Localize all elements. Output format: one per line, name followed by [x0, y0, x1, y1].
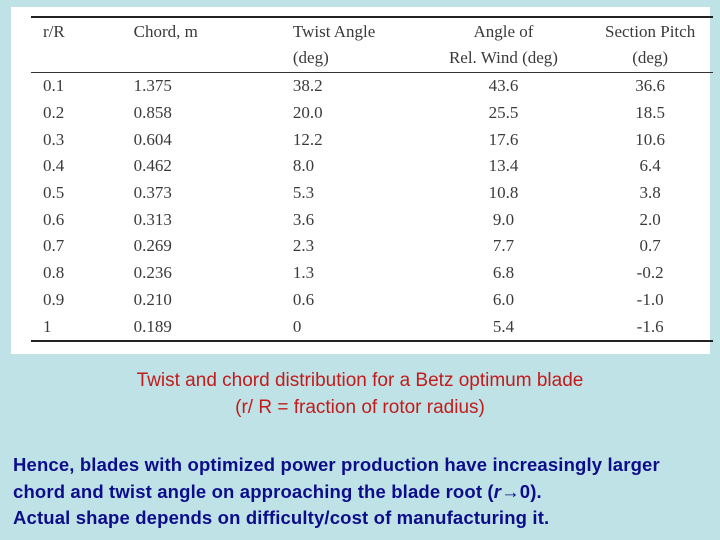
table-cell: 0.6: [292, 289, 315, 309]
table-row: [31, 313, 713, 341]
table-cell: 18.5: [635, 103, 665, 123]
table-cell: 25.5: [488, 103, 519, 123]
table-row: [31, 126, 713, 153]
table-cell: 5.3: [292, 183, 315, 203]
table-cell: 7.7: [492, 236, 515, 256]
table-cell: 0.189: [112, 313, 271, 341]
table-row: [31, 260, 713, 287]
table-cell: 0.1: [43, 76, 65, 96]
caption-line-2: (r/ R = fraction of rotor radius): [235, 397, 485, 418]
table-cell: 0.6: [43, 209, 65, 229]
note-text-1: Hence, blades with optimized power production have increasingly larger chord and twist angle on approaching the blade root (: [13, 454, 660, 502]
table-row: [31, 206, 713, 233]
table-cell: 0.7: [639, 236, 661, 256]
header-rel-wind-unit: Rel. Wind (deg): [420, 44, 588, 73]
table-cell: 0.313: [133, 209, 172, 229]
table-row: [31, 73, 713, 100]
table-cell: 0.4: [43, 156, 65, 176]
table-cell: 1: [31, 313, 112, 341]
table-cell: 13.4: [488, 156, 519, 176]
table-cell: 0.236: [133, 263, 172, 283]
table-cell: 8.0: [292, 156, 315, 176]
blade-data-table: [31, 16, 713, 342]
table-cell: 6.0: [492, 289, 515, 309]
table-cell: 9.0: [492, 209, 515, 229]
table-cell: 0.210: [133, 289, 172, 309]
header-twist-angle: Twist Angle: [271, 17, 420, 44]
table-body: [31, 73, 713, 341]
caption-line-1: Twist and chord distribution for a Betz optimum blade: [136, 370, 584, 391]
table-header-row-2: [31, 44, 713, 73]
table-cell: -1.6: [587, 313, 713, 341]
note-variable-r: r: [493, 480, 502, 502]
table-cell: 6.4: [639, 156, 661, 176]
table-cell: 0.373: [133, 183, 172, 203]
header-chord: Chord, m: [112, 17, 271, 44]
table-cell: 0.2: [43, 103, 65, 123]
table-cell: 0.269: [133, 236, 172, 256]
header-r-over-R: r/R: [31, 17, 112, 44]
table-cell: 2.3: [292, 236, 315, 256]
table-cell: 0.5: [43, 183, 65, 203]
table-cell: 20.0: [292, 103, 323, 123]
explanation-note: [13, 452, 713, 532]
table-cell: 2.0: [639, 209, 661, 229]
table-cell: 0.9: [43, 289, 65, 309]
table-cell: 12.2: [292, 129, 323, 149]
arrow-icon: →: [501, 480, 520, 502]
table-cell: 6.8: [492, 263, 515, 283]
table-caption: [0, 367, 720, 421]
table-cell: 1.3: [292, 263, 315, 283]
header-pitch-unit: (deg): [587, 44, 713, 73]
note-text-3: Actual shape depends on difficulty/cost of manufacturing it.: [13, 507, 550, 528]
table-cell: 10.8: [488, 183, 519, 203]
table-row: [31, 100, 713, 127]
table-cell: 0.462: [133, 156, 172, 176]
table-row: [31, 153, 713, 180]
scanned-table-image: [11, 7, 710, 354]
table-cell: 10.6: [635, 129, 665, 149]
table-cell: 0.7: [43, 236, 65, 256]
table-row: [31, 233, 713, 260]
table-cell: 1.375: [133, 76, 172, 96]
table-cell: 17.6: [488, 129, 519, 149]
note-text-2: 0).: [519, 480, 542, 502]
table-cell: 38.2: [292, 76, 323, 96]
table-cell: -1.0: [636, 289, 664, 309]
table-cell: 36.6: [635, 76, 665, 96]
table-cell: 0.604: [133, 129, 172, 149]
header-twist-unit: (deg): [271, 44, 420, 73]
table-cell: 43.6: [488, 76, 519, 96]
table-cell: -0.2: [636, 263, 664, 283]
table-cell: 3.6: [292, 209, 315, 229]
table-row: [31, 287, 713, 314]
table-header-row-1: [31, 17, 713, 44]
table-cell: 0.8: [43, 263, 65, 283]
header-angle-of-rel-wind: Angle of: [420, 17, 588, 44]
header-section-pitch: Section Pitch: [587, 17, 713, 44]
table-row: [31, 180, 713, 207]
table-cell: 5.4: [420, 313, 588, 341]
table-cell: 0: [271, 313, 420, 341]
table-cell: 0.3: [43, 129, 65, 149]
table-cell: 0.858: [133, 103, 172, 123]
table-cell: 3.8: [639, 183, 661, 203]
